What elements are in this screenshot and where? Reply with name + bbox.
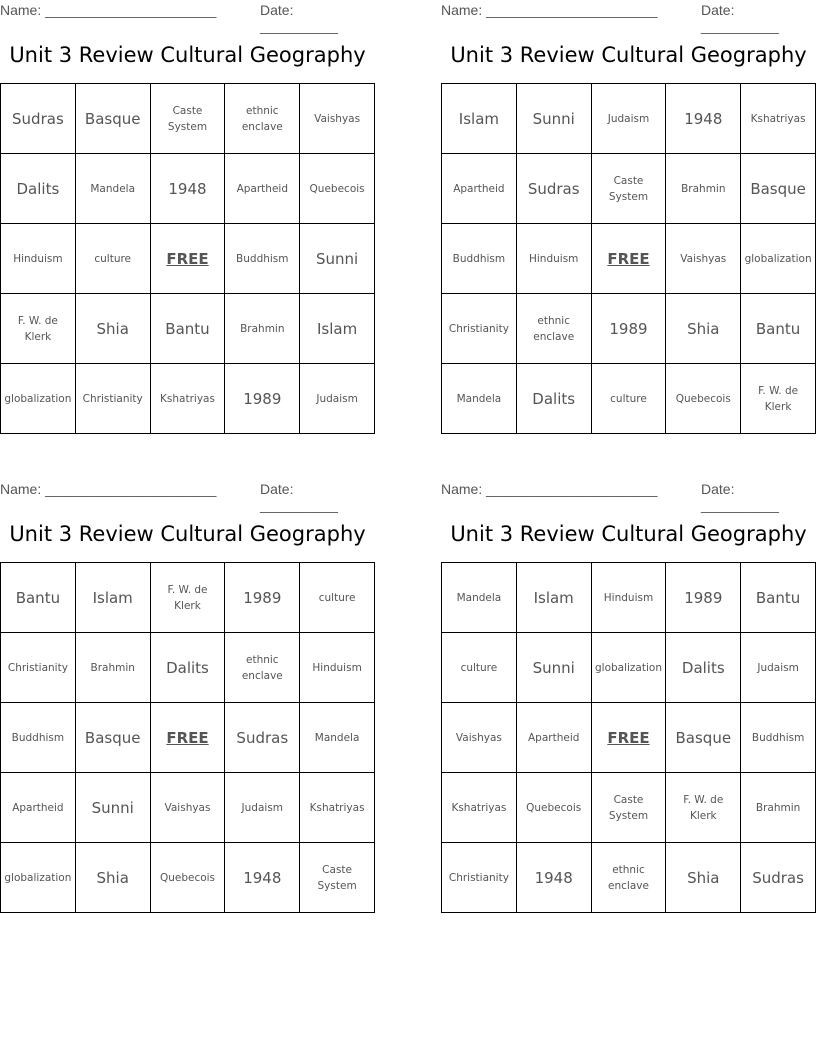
bingo-cell: 1989 [592,294,667,364]
bingo-cell: Basque [666,703,741,773]
bingo-cell: Christianity [442,843,517,913]
name-date-line [441,2,816,34]
bingo-cell: Sunni [517,84,592,154]
bingo-cell: Apartheid [225,154,300,224]
bingo-cell: Quebecois [666,364,741,434]
bingo-cell: globalization [592,633,667,703]
bingo-cell: Islam [76,563,151,633]
bingo-cell: Islam [300,294,375,364]
bingo-cell: Vaishyas [442,703,517,773]
card-title: Unit 3 Review Cultural Geography [9,522,366,546]
bingo-cell: Brahmin [76,633,151,703]
date-label: Date: __________ [260,2,338,34]
bingo-grid [441,562,816,913]
bingo-cell: Caste System [300,843,375,913]
bingo-cell: Buddhism [1,703,76,773]
bingo-cell: culture [592,364,667,434]
bingo-cell: Basque [76,703,151,773]
bingo-cell: culture [300,563,375,633]
name-label: Name: ______________________ [441,2,658,18]
bingo-cell: Kshatriyas [442,773,517,843]
free-space: FREE [592,703,667,773]
bingo-cell: Hinduism [1,224,76,294]
bingo-cell: Buddhism [741,703,816,773]
bingo-cell: Bantu [741,563,816,633]
bingo-cell: 1989 [225,364,300,434]
bingo-cell: Bantu [151,294,226,364]
bingo-cell: Dalits [1,154,76,224]
bingo-cell: Kshatriyas [741,84,816,154]
bingo-cell: 1989 [666,563,741,633]
bingo-cell: Bantu [1,563,76,633]
bingo-cell: Kshatriyas [300,773,375,843]
free-space: FREE [151,703,226,773]
bingo-cell: Mandela [300,703,375,773]
bingo-card-2 [441,0,816,435]
bingo-cell: Apartheid [1,773,76,843]
bingo-cell: 1948 [666,84,741,154]
bingo-grid [0,83,375,434]
bingo-cell: Buddhism [442,224,517,294]
date-label: Date: __________ [701,481,779,513]
bingo-cell: Sudras [225,703,300,773]
bingo-cell: Islam [517,563,592,633]
bingo-cell: Brahmin [666,154,741,224]
bingo-grid [0,562,375,913]
bingo-cell: Sunni [300,224,375,294]
bingo-cell: Vaishyas [151,773,226,843]
bingo-cell: Shia [666,843,741,913]
bingo-cell: Judaism [300,364,375,434]
bingo-cell: Shia [666,294,741,364]
bingo-cell: Judaism [592,84,667,154]
bingo-cell: Christianity [1,633,76,703]
bingo-cell: Apartheid [517,703,592,773]
bingo-cell: Sudras [517,154,592,224]
bingo-cell: 1948 [225,843,300,913]
bingo-card-4 [441,479,816,914]
bingo-cell: Christianity [76,364,151,434]
bingo-cell: Bantu [741,294,816,364]
bingo-cell: Apartheid [442,154,517,224]
name-date-line [441,481,816,513]
bingo-cell: Judaism [225,773,300,843]
card-title: Unit 3 Review Cultural Geography [450,43,807,67]
name-date-line [0,2,375,34]
bingo-cell: Mandela [442,563,517,633]
bingo-cell: Basque [76,84,151,154]
bingo-cell: Caste System [592,773,667,843]
bingo-cell: Quebecois [517,773,592,843]
bingo-cell: Buddhism [225,224,300,294]
bingo-cell: Caste System [151,84,226,154]
bingo-cell: Judaism [741,633,816,703]
bingo-cell: Quebecois [151,843,226,913]
card-title: Unit 3 Review Cultural Geography [450,522,807,546]
bingo-card-1 [0,0,375,435]
bingo-cell: Shia [76,843,151,913]
bingo-cell: ethnic enclave [592,843,667,913]
name-label: Name: ______________________ [441,481,658,497]
bingo-cell: Islam [442,84,517,154]
bingo-cell: Sunni [76,773,151,843]
bingo-cell: Quebecois [300,154,375,224]
bingo-cell: 1948 [151,154,226,224]
bingo-cell: Basque [741,154,816,224]
bingo-cell: F. W. de Klerk [741,364,816,434]
bingo-cell: globalization [1,843,76,913]
bingo-cell: Hinduism [517,224,592,294]
bingo-cell: Dalits [517,364,592,434]
bingo-cell: Sunni [517,633,592,703]
bingo-cell: Hinduism [592,563,667,633]
bingo-cell: Sudras [1,84,76,154]
bingo-cell: Caste System [592,154,667,224]
bingo-cell: culture [442,633,517,703]
bingo-cell: Sudras [741,843,816,913]
bingo-cell: Shia [76,294,151,364]
bingo-cell: Brahmin [225,294,300,364]
name-label: Name: ______________________ [0,481,217,497]
bingo-cell: Dalits [151,633,226,703]
bingo-cell: Christianity [442,294,517,364]
name-date-line [0,481,375,513]
bingo-cell: globalization [741,224,816,294]
bingo-cell: Mandela [442,364,517,434]
bingo-cell: 1989 [225,563,300,633]
bingo-cell: globalization [1,364,76,434]
bingo-cell: Hinduism [300,633,375,703]
card-title: Unit 3 Review Cultural Geography [9,43,366,67]
bingo-card-3 [0,479,375,914]
bingo-cell: culture [76,224,151,294]
bingo-cell: F. W. de Klerk [1,294,76,364]
bingo-cell: Kshatriyas [151,364,226,434]
bingo-cell: Mandela [76,154,151,224]
bingo-cell: ethnic enclave [225,84,300,154]
bingo-grid [441,83,816,434]
free-space: FREE [592,224,667,294]
bingo-cell: Brahmin [741,773,816,843]
date-label: Date: __________ [260,481,338,513]
name-label: Name: ______________________ [0,2,217,18]
bingo-cell: Vaishyas [300,84,375,154]
bingo-cell: ethnic enclave [517,294,592,364]
date-label: Date: __________ [701,2,779,34]
free-space: FREE [151,224,226,294]
bingo-cell: F. W. de Klerk [666,773,741,843]
bingo-cell: 1948 [517,843,592,913]
bingo-cell: Vaishyas [666,224,741,294]
bingo-cell: Dalits [666,633,741,703]
bingo-cell: F. W. de Klerk [151,563,226,633]
bingo-cell: ethnic enclave [225,633,300,703]
